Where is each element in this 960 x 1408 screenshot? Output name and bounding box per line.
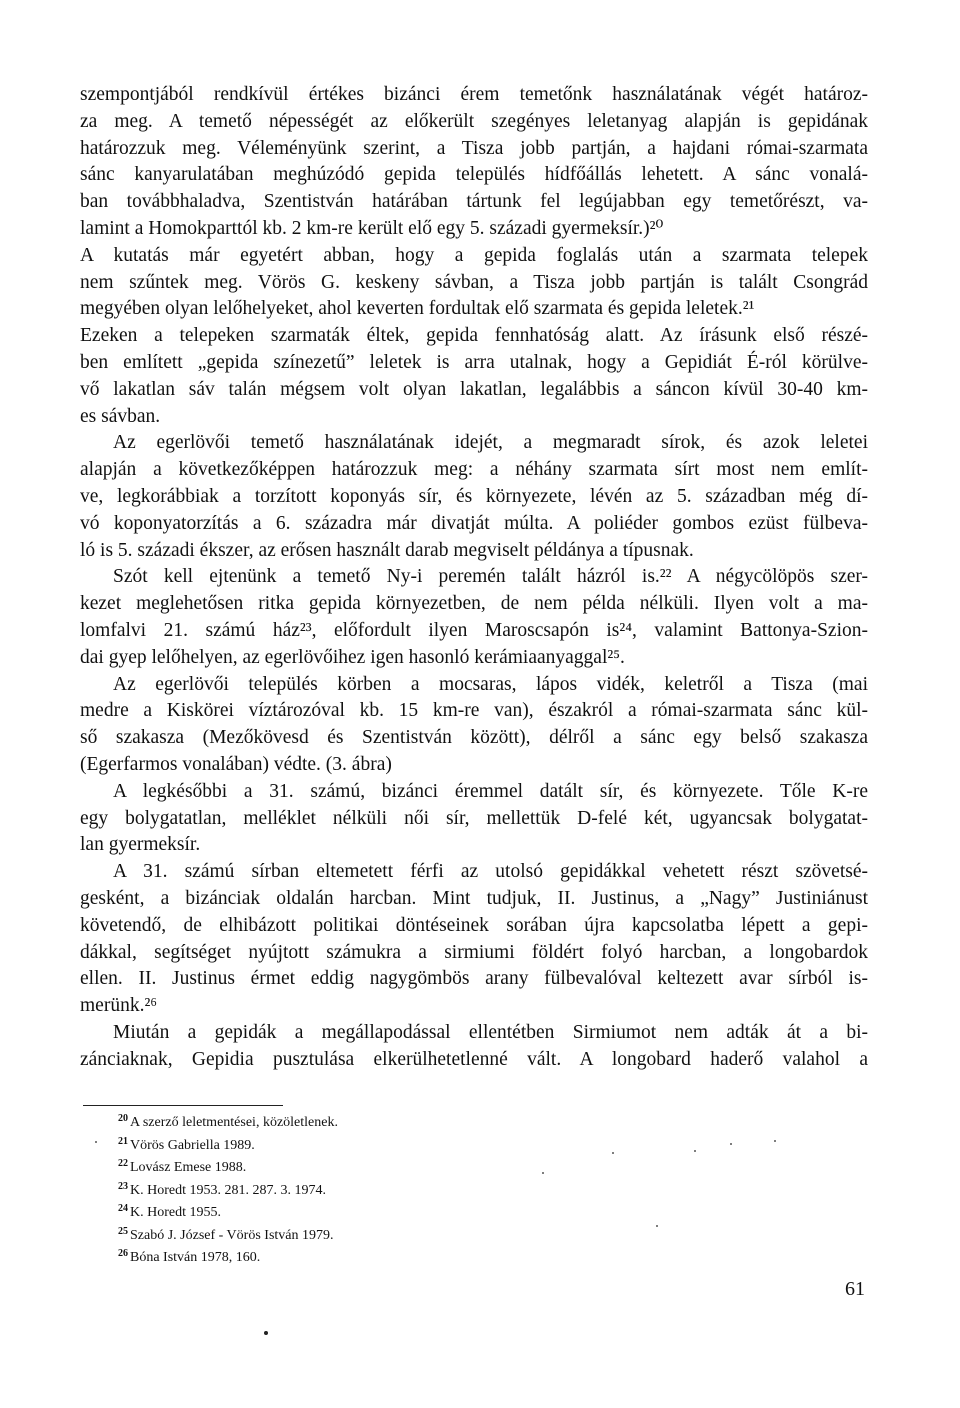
footnote [118,1245,260,1267]
text-line: Az egerlövői település körben a mocsaras, lápos vidék, keletről a Tisza (mai [113,673,868,695]
scan-speck [774,1140,776,1142]
text-line: sánc kanyarulatában meghúzódó gepida település hídfőállás lehetett. A sánc vonalá- [80,164,868,186]
text-line: megyében olyan lelőhelyeket, ahol keverten fordultak elő szarmata és gepida leletek.²¹ [80,298,755,320]
footnote [118,1155,246,1177]
text-line: Szót kell ejtenünk a temető Ny-i peremén talált házról is.²² A négycölöpös szer- [113,566,868,588]
footnote-text: K. Horedt 1955. [130,1205,221,1220]
footnote-separator [83,1105,283,1106]
footnote [118,1200,221,1222]
scan-speck [95,1141,97,1143]
text-line: (Egerfarmos vonalában) védte. (3. ábra) [80,754,392,775]
footnote-number: 26 [118,1248,128,1259]
footnote-text: A szerző leletmentései, közöletlenek. [130,1115,338,1130]
text-line: Az egerlövői temető használatának idejét, a megmaradt sírok, és azok leletei [113,432,868,454]
text-line: kezet meglehetősen ritka gepida környezetben, de nem példa nélküli. Ilyen volt a ma- [80,593,868,615]
scan-speck [612,1152,614,1154]
scan-speck [656,1225,658,1227]
text-line: A 31. számú sírban eltemetett férfi az utolsó gepidákkal vehetett részt szövetsé- [113,861,868,883]
text-line: medre a Kiskörei víztározóval kb. 15 km-re van), északról a római-szarmata sánc kül- [80,700,868,722]
text-line: gesként, a bizánciak oldalán harcban. Mint tudjuk, II. Justinus, a „Nagy” Justiniánust [80,888,868,909]
footnote [118,1133,255,1155]
text-line: ben említett „gepida színezetű” leletek is arra utalnak, hogy a Gepidiát É-ról körülve- [80,352,868,373]
text-line: nem szűntek meg. Vörös G. keskeny sávban, a Tisza jobb partján is talált Csongrád [80,271,868,293]
footnote [118,1223,334,1245]
text-line: ső szakasza (Mezőkövesd és Szentistván között), délről a sánc egy belső szakasza [80,727,868,749]
text-line: ban továbbhaladva, Szentistván határában tártunk fel legújabban egy temetőrészt, va- [80,191,868,213]
footnote-number: 23 [118,1180,128,1192]
text-line: ve, legkorábbiak a torzított koponyás sír, és környezete, lévén az 5. században még dí- [80,486,868,507]
text-line: vő lakatlan sáv talán mégsem volt olyan lakatlan, legalábbis a sáncon kívül 30-40 km- [80,378,868,400]
text-line: Ezeken a telepeken szarmaták éltek, gepida fennhatóság alatt. Az írásunk első részé- [80,325,868,347]
footnote-number: 24 [118,1203,128,1214]
text-line: lomfalvi 21. számú ház²³, előfordult ilyen Maroscsapón is²⁴, valamint Battonya-Szion- [80,620,868,641]
scan-speck [694,1150,696,1152]
text-line: A kutatás már egyetért abban, hogy a gepida foglalás után a szarmata telepek [80,244,868,266]
footnote-text: Lovász Emese 1988. [130,1160,247,1175]
text-line: lamint a Homokparttól kb. 2 km-re került elő egy 5. századi gyermeksír.)²⁰ [80,218,664,239]
text-line: Miután a gepidák a megállapodással ellentétben Sirmiumot nem adták át a bi- [113,1022,868,1043]
text-line: szempontjából rendkívül értékes bizánci érem temetőnk használatának végét határoz- [80,84,868,105]
text-line: dai gyep lelőhelyen, az egerlövőihez igen hasonló kerámiaanyaggal²⁵. [80,646,625,668]
text-line: követendő, de elhibázott politikai döntéseinek sorában újra kapcsolatba lépett a gepi- [80,914,868,936]
text-line: egy bolygatatlan, melléklet nélküli női sír, mellettük D-felé két, ugyancsak bolygatat- [80,807,868,829]
scan-speck [264,1331,268,1335]
scan-speck [730,1143,732,1145]
text-line: dákkal, segítséget nyújtott számukra a sirmiumi földért folyó harcban, a longobardok [80,941,868,963]
scan-speck [542,1172,544,1174]
text-line: ellen. II. Justinus érmet eddig nagygömbös arany fülbevalóval keltezett avar sírból is- [80,968,868,990]
page-number: 61 [845,1278,865,1300]
text-line: határozzuk meg. Véleményünk szerint, a Tisza jobb partján, a hajdani római-szarmata [80,137,868,159]
footnote-text: Szabó J. József - Vörös István 1979. [130,1227,334,1243]
text-line: zánciaknak, Gepidia pusztulása elkerülhetetlenné vált. A longobard haderő valahol a [80,1048,868,1070]
text-line: vó koponyatorzítás a 6. századra már divatját múlta. A poliéder gombos ezüst fülbeva- [80,512,868,534]
footnote-number: 20 [118,1113,128,1124]
footnote [118,1110,338,1132]
text-line: es sávban. [80,405,161,427]
text-line: A legkésőbbi a 31. számú, bizánci éremmel datált sír, és környezete. Tőle K-re [113,780,868,802]
footnote-number: 25 [118,1225,128,1237]
text-line: merünk.²⁶ [80,995,158,1017]
text-line: lan gyermeksír. [80,834,201,856]
footnote-number: 21 [118,1135,128,1147]
text-line: ló is 5. századi ékszer, az erősen használt darab megviselt példánya a típusnak. [80,539,694,561]
footnote-text: Bóna István 1978, 160. [130,1250,261,1265]
text-line: za meg. A temető népességét az előkerült szegényes leletanyag alapján is gepidának [80,110,868,132]
footnote-text: Vörös Gabriella 1989. [130,1137,255,1153]
footnote-number: 22 [118,1158,128,1169]
footnote-text: K. Horedt 1953. 281. 287. 3. 1974. [130,1182,326,1198]
text-line: alapján a következőképpen határozzuk meg: a néhány szarmata sírt most nem említ- [80,459,868,481]
footnote [118,1178,326,1200]
